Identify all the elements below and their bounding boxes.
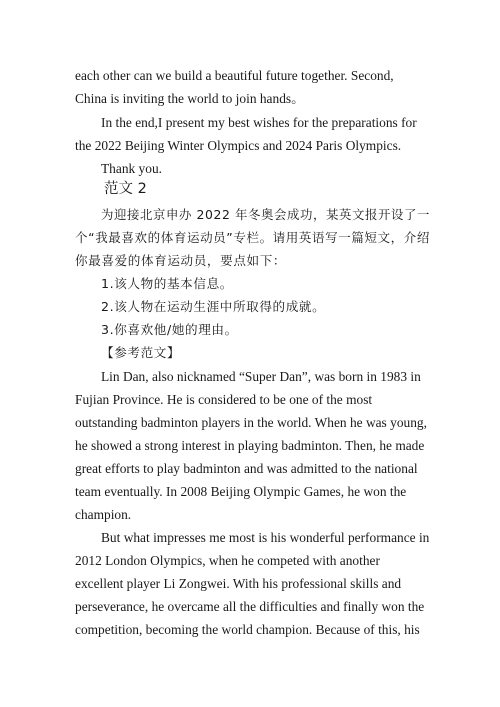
p5-line-3: excellent player Li Zongwei. With his professional skills and — [75, 576, 402, 591]
p4-line-6: team eventually. In 2008 Beijing Olympic Games, he won the — [75, 484, 407, 499]
task-line-1: 为迎接北京申办 2022 年冬奥会成功，某英文报开设了一 — [101, 207, 431, 222]
p5-line-5: competition, becoming the world champion. Because of this, his — [75, 622, 420, 637]
task-point-1: 1.该人物的基本信息。 — [101, 276, 233, 291]
p5-line-4: perseverance, he overcame all the difficulties and finally won the — [75, 599, 425, 614]
p4-line-3: outstanding badminton players in the world. When he was young, — [75, 415, 427, 430]
section-heading: 范文 2 — [104, 181, 147, 197]
p4-line-1: Lin Dan, also nicknamed “Super Dan”, was born in 1983 in — [101, 369, 421, 384]
p4-line-2: Fujian Province. He is considered to be one of the most — [75, 392, 373, 407]
reference-label: 【参考范文】 — [101, 345, 181, 360]
p4-line-4: he showed a strong interest in playing badminton. Then, he made — [75, 438, 425, 453]
p5-line-2: 2012 London Olympics, when he competed with another — [75, 553, 380, 568]
p4-line-7: champion. — [75, 507, 132, 522]
p2-line-1: In the end,I present my best wishes for the preparations for — [101, 115, 417, 130]
task-line-3: 你最喜爱的体育运动员，要点如下： — [75, 253, 287, 268]
task-point-2: 2.该人物在运动生涯中所取得的成就。 — [101, 299, 326, 314]
p1-line-2: China is inviting the world to join hands。 — [75, 91, 305, 106]
p4-line-5: great efforts to play badminton and was admitted to the national — [75, 461, 418, 476]
p1-line-1: each other can we build a beautiful future together. Second, — [75, 68, 394, 83]
task-point-3: 3.你喜欢他/她的理由。 — [101, 322, 238, 337]
p5-line-1: But what impresses me most is his wonderful performance in — [101, 530, 430, 545]
task-line-2: 个“我最喜欢的体育运动员”专栏。请用英语写一篇短文，介绍 — [75, 230, 431, 245]
p3-line-1: Thank you. — [101, 161, 162, 176]
p2-line-2: the 2022 Beijing Winter Olympics and 2024 Paris Olympics. — [75, 138, 402, 153]
